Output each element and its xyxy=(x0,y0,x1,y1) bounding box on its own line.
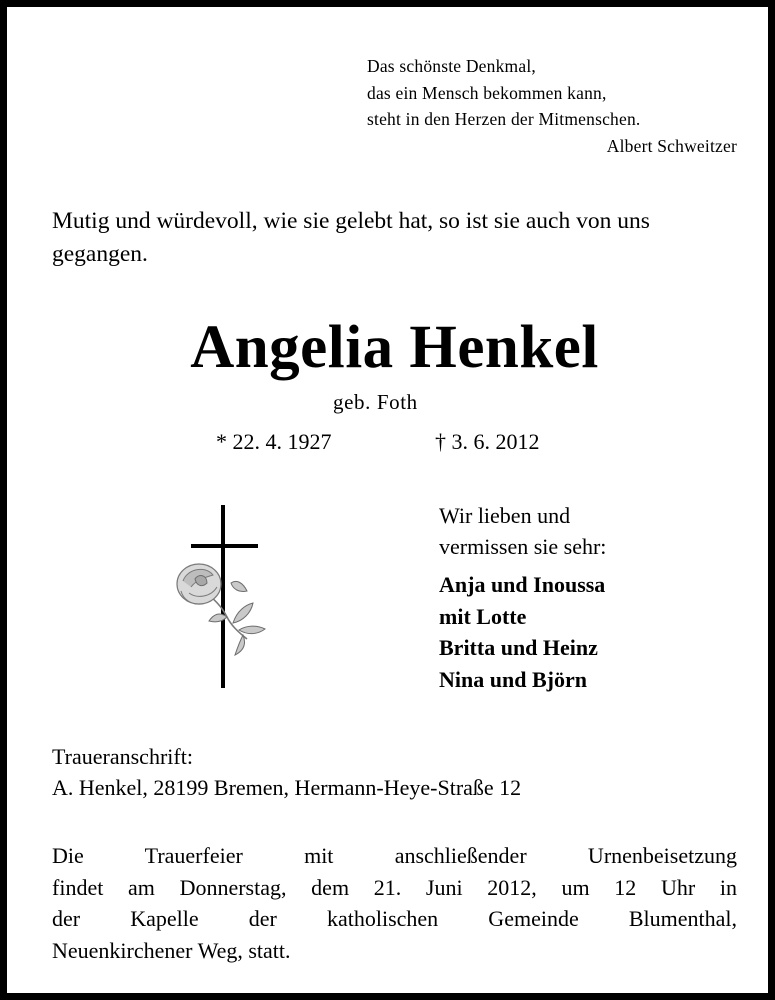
mourners-intro-line: Wir lieben und xyxy=(439,503,571,528)
ceremony-line: der Kapelle der katholischen Gemeinde Blumenthal, xyxy=(52,906,737,931)
mourner-name: Britta und Heinz xyxy=(439,635,598,660)
birth-date: * 22. 4. 1927 xyxy=(216,429,332,454)
address-label: Traueranschrift: xyxy=(52,744,193,769)
ceremony-line: Neuenkirchener Weg, statt. xyxy=(52,937,291,963)
address-value: A. Henkel, 28199 Bremen, Hermann-Heye-Straße 12 xyxy=(52,775,522,800)
quote-block xyxy=(367,53,737,159)
quote-line: Das schönste Denkmal, xyxy=(367,56,536,76)
ceremony-info xyxy=(52,840,737,966)
deceased-name: Angelia Henkel xyxy=(190,314,599,381)
ceremony-line: findet am Donnerstag, dem 21. Juni 2012, um 12 Uhr in xyxy=(52,874,737,900)
mourner-name: Nina und Björn xyxy=(439,666,587,692)
mourners-intro xyxy=(439,500,606,562)
mourners-intro-line: vermissen sie sehr: xyxy=(439,534,607,559)
death-date: † 3. 6. 2012 xyxy=(435,429,540,454)
intro-text: Mutig und würdevoll, wie sie gelebt hat, so ist sie auch von uns gegangen. xyxy=(52,208,650,267)
mourner-name: Anja und Inoussa xyxy=(439,572,606,597)
ceremony-line: Die Trauerfeier mit anschließender Urnenbeisetzung xyxy=(52,843,737,868)
mourners-list xyxy=(439,569,605,695)
quote-author: Albert Schweitzer xyxy=(606,135,737,156)
mourner-name: mit Lotte xyxy=(439,603,527,629)
cross-with-rose-icon xyxy=(167,499,287,694)
quote-line: steht in den Herzen der Mitmenschen. xyxy=(367,109,641,129)
mourning-address xyxy=(52,741,521,803)
quote-line: das ein Mensch bekommen kann, xyxy=(367,82,607,103)
maiden-name: geb. Foth xyxy=(333,390,418,414)
